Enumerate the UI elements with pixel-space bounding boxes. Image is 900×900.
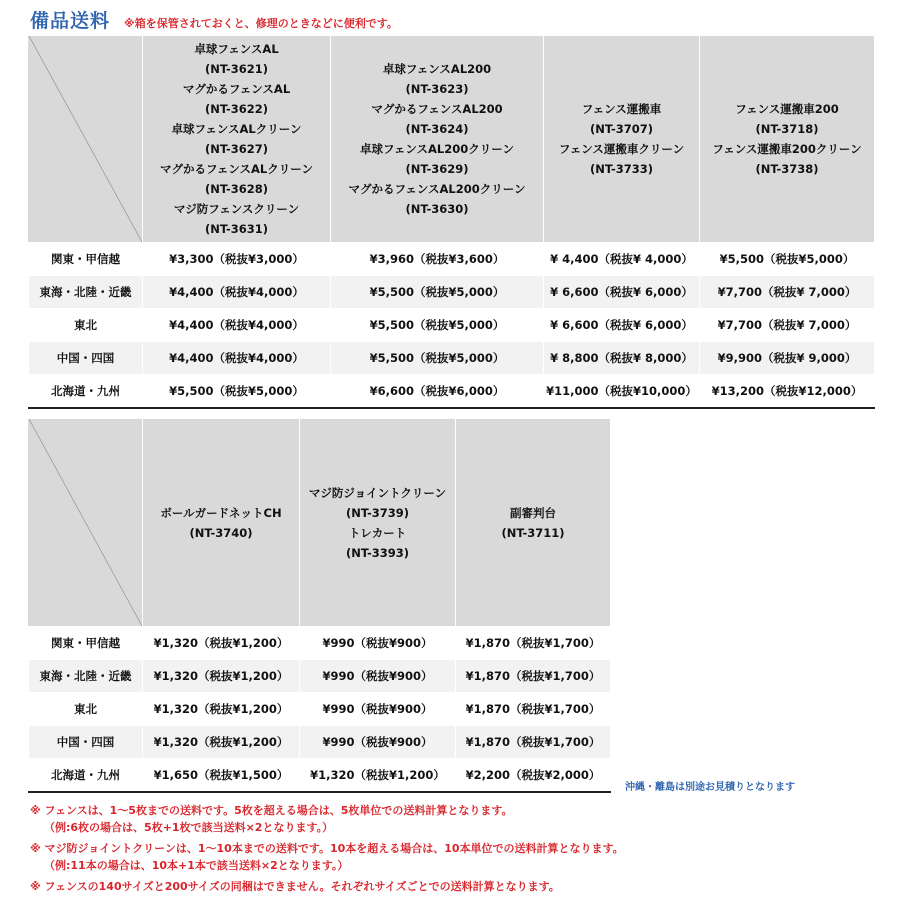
price-cell: ¥5,500（税抜¥5,000） bbox=[331, 276, 544, 309]
column-header bbox=[143, 419, 300, 627]
price-cell: ¥ 6,600（税抜¥ 6,000） bbox=[544, 309, 700, 342]
column-header-line: フェンス運搬車 bbox=[581, 102, 662, 116]
column-header-line: 卓球フェンスALクリーン bbox=[171, 122, 302, 136]
note-bundling: ※ フェンスの140サイズと200サイズの同梱はできません。それぞれサイズごとでの送料計算となります。 bbox=[30, 880, 560, 893]
column-header-line: マグかるフェンスAL bbox=[182, 82, 291, 96]
table-corner bbox=[29, 36, 143, 243]
price-cell: ¥1,320（税抜¥1,200） bbox=[143, 627, 300, 660]
corner-diagonal bbox=[29, 419, 142, 626]
column-header-line: 副審判台 bbox=[510, 505, 556, 520]
note-joint-example: （例:11本の場合は、10本+1本で該当送料×2となります。） bbox=[44, 859, 349, 872]
column-header-line: (NT-3739) bbox=[345, 505, 410, 520]
column-header bbox=[331, 36, 544, 243]
table-row bbox=[29, 375, 875, 409]
region-cell: 中国・四国 bbox=[29, 726, 143, 759]
column-header-line: マグかるフェンスALクリーン bbox=[159, 162, 314, 176]
table-corner bbox=[29, 419, 143, 627]
column-header-line: (NT-3718) bbox=[755, 122, 819, 136]
column-header-line: フェンス運搬車クリーン bbox=[558, 142, 685, 156]
column-header-line: (NT-3627) bbox=[204, 142, 269, 156]
region-cell: 東北 bbox=[29, 693, 143, 726]
note-joint: ※ マジ防ジョイントクリーンは、1～10本までの送料です。10本を超える場合は、10本単位での送料計算となります。 bbox=[30, 842, 624, 855]
table-row bbox=[29, 342, 875, 375]
page-header bbox=[30, 6, 398, 32]
price-cell: ¥ 6,600（税抜¥ 6,000） bbox=[544, 276, 700, 309]
column-header-line: 卓球フェンスAL200クリーン bbox=[359, 142, 515, 156]
region-cell: 東北 bbox=[29, 309, 143, 342]
price-cell: ¥6,600（税抜¥6,000） bbox=[331, 375, 544, 409]
price-cell: ¥5,500（税抜¥5,000） bbox=[331, 342, 544, 375]
column-header-line: (NT-3631) bbox=[204, 222, 269, 236]
column-header bbox=[300, 419, 456, 627]
shipping-notes bbox=[30, 802, 624, 895]
storage-note: ※箱を保管されておくと、修理のときなどに便利です。 bbox=[124, 17, 398, 30]
price-cell: ¥ 8,800（税抜¥ 8,000） bbox=[544, 342, 700, 375]
price-cell: ¥7,700（税抜¥ 7,000） bbox=[700, 309, 875, 342]
column-header-line: (NT-3740) bbox=[189, 525, 253, 540]
table-row bbox=[29, 243, 875, 276]
column-header-line: マジ防フェンスクリーン bbox=[173, 202, 300, 216]
column-header-line: (NT-3623) bbox=[405, 82, 469, 96]
region-cell: 北海道・九州 bbox=[29, 759, 143, 793]
price-cell: ¥3,300（税抜¥3,000） bbox=[143, 243, 331, 276]
column-header-line: (NT-3621) bbox=[204, 62, 269, 76]
price-cell: ¥5,500（税抜¥5,000） bbox=[331, 309, 544, 342]
column-header-line: フェンス運搬車200 bbox=[735, 102, 839, 116]
column-header-line: ボールガードネットCH bbox=[160, 505, 282, 520]
price-cell: ¥3,960（税抜¥3,600） bbox=[331, 243, 544, 276]
region-cell: 関東・甲信越 bbox=[29, 243, 143, 276]
column-header-line: (NT-3393) bbox=[345, 545, 410, 560]
column-header-line: (NT-3624) bbox=[405, 122, 469, 136]
column-header bbox=[700, 36, 875, 243]
price-cell: ¥1,320（税抜¥1,200） bbox=[300, 759, 456, 793]
price-cell: ¥11,000（税抜¥10,000） bbox=[544, 375, 700, 409]
column-header-line: (NT-3630) bbox=[405, 202, 469, 216]
column-header-line: トレカート bbox=[348, 525, 407, 540]
price-cell: ¥4,400（税抜¥4,000） bbox=[143, 276, 331, 309]
note-fence: ※ フェンスは、1～5枚までの送料です。5枚を超える場合は、5枚単位での送料計算となります。 bbox=[30, 804, 513, 817]
column-header-line: (NT-3738) bbox=[755, 162, 819, 176]
price-cell: ¥5,500（税抜¥5,000） bbox=[143, 375, 331, 409]
price-cell: ¥1,320（税抜¥1,200） bbox=[143, 660, 300, 693]
price-cell: ¥1,870（税抜¥1,700） bbox=[456, 627, 611, 660]
region-cell: 東海・北陸・近畿 bbox=[29, 276, 143, 309]
column-header-line: マグかるフェンスAL200 bbox=[371, 102, 503, 116]
table-row bbox=[29, 627, 611, 660]
column-header-line: マグかるフェンスAL200クリーン bbox=[348, 182, 526, 196]
column-header-line: (NT-3622) bbox=[204, 102, 269, 116]
column-header-line: マジ防ジョイントクリーン bbox=[308, 485, 447, 500]
table-row bbox=[29, 726, 611, 759]
price-cell: ¥13,200（税抜¥12,000） bbox=[700, 375, 875, 409]
price-cell: ¥9,900（税抜¥ 9,000） bbox=[700, 342, 875, 375]
remote-islands-note: 沖縄・離島は別途お見積りとなります bbox=[625, 782, 795, 793]
column-header bbox=[544, 36, 700, 243]
region-cell: 関東・甲信越 bbox=[29, 627, 143, 660]
price-cell: ¥990（税抜¥900） bbox=[300, 726, 456, 759]
column-header-line: (NT-3733) bbox=[589, 162, 654, 176]
price-cell: ¥4,400（税抜¥4,000） bbox=[143, 309, 331, 342]
table-row bbox=[29, 693, 611, 726]
price-cell: ¥1,650（税抜¥1,500） bbox=[143, 759, 300, 793]
shipping-table-fences bbox=[28, 35, 875, 409]
region-cell: 中国・四国 bbox=[29, 342, 143, 375]
column-header-line: (NT-3628) bbox=[204, 182, 269, 196]
table-row bbox=[29, 309, 875, 342]
column-header-line: フェンス運搬車200クリーン bbox=[712, 142, 862, 156]
price-cell: ¥7,700（税抜¥ 7,000） bbox=[700, 276, 875, 309]
table-row bbox=[29, 660, 611, 693]
column-header-line: (NT-3711) bbox=[501, 525, 565, 540]
price-cell: ¥1,320（税抜¥1,200） bbox=[143, 693, 300, 726]
price-cell: ¥990（税抜¥900） bbox=[300, 693, 456, 726]
column-header-line: (NT-3629) bbox=[405, 162, 469, 176]
price-cell: ¥990（税抜¥900） bbox=[300, 660, 456, 693]
price-cell: ¥1,870（税抜¥1,700） bbox=[456, 693, 611, 726]
column-header-line: 卓球フェンスAL200 bbox=[382, 62, 492, 76]
column-header-line: (NT-3707) bbox=[589, 122, 654, 136]
price-cell: ¥1,870（税抜¥1,700） bbox=[456, 726, 611, 759]
price-cell: ¥1,870（税抜¥1,700） bbox=[456, 660, 611, 693]
price-cell: ¥990（税抜¥900） bbox=[300, 627, 456, 660]
column-header bbox=[143, 36, 331, 243]
page-title: 備品送料 bbox=[30, 10, 111, 32]
shipping-table-accessories bbox=[28, 418, 611, 793]
price-cell: ¥4,400（税抜¥4,000） bbox=[143, 342, 331, 375]
table-row bbox=[29, 276, 875, 309]
region-cell: 東海・北陸・近畿 bbox=[29, 660, 143, 693]
price-cell: ¥1,320（税抜¥1,200） bbox=[143, 726, 300, 759]
note-fence-example: （例:6枚の場合は、5枚+1枚で該当送料×2となります。） bbox=[44, 821, 334, 834]
region-cell: 北海道・九州 bbox=[29, 375, 143, 409]
column-header-line: 卓球フェンスAL bbox=[194, 42, 279, 56]
table-row bbox=[29, 759, 611, 793]
price-cell: ¥5,500（税抜¥5,000） bbox=[700, 243, 875, 276]
corner-diagonal bbox=[29, 36, 142, 242]
price-cell: ¥2,200（税抜¥2,000） bbox=[456, 759, 611, 793]
column-header bbox=[456, 419, 611, 627]
price-cell: ¥ 4,400（税抜¥ 4,000） bbox=[544, 243, 700, 276]
